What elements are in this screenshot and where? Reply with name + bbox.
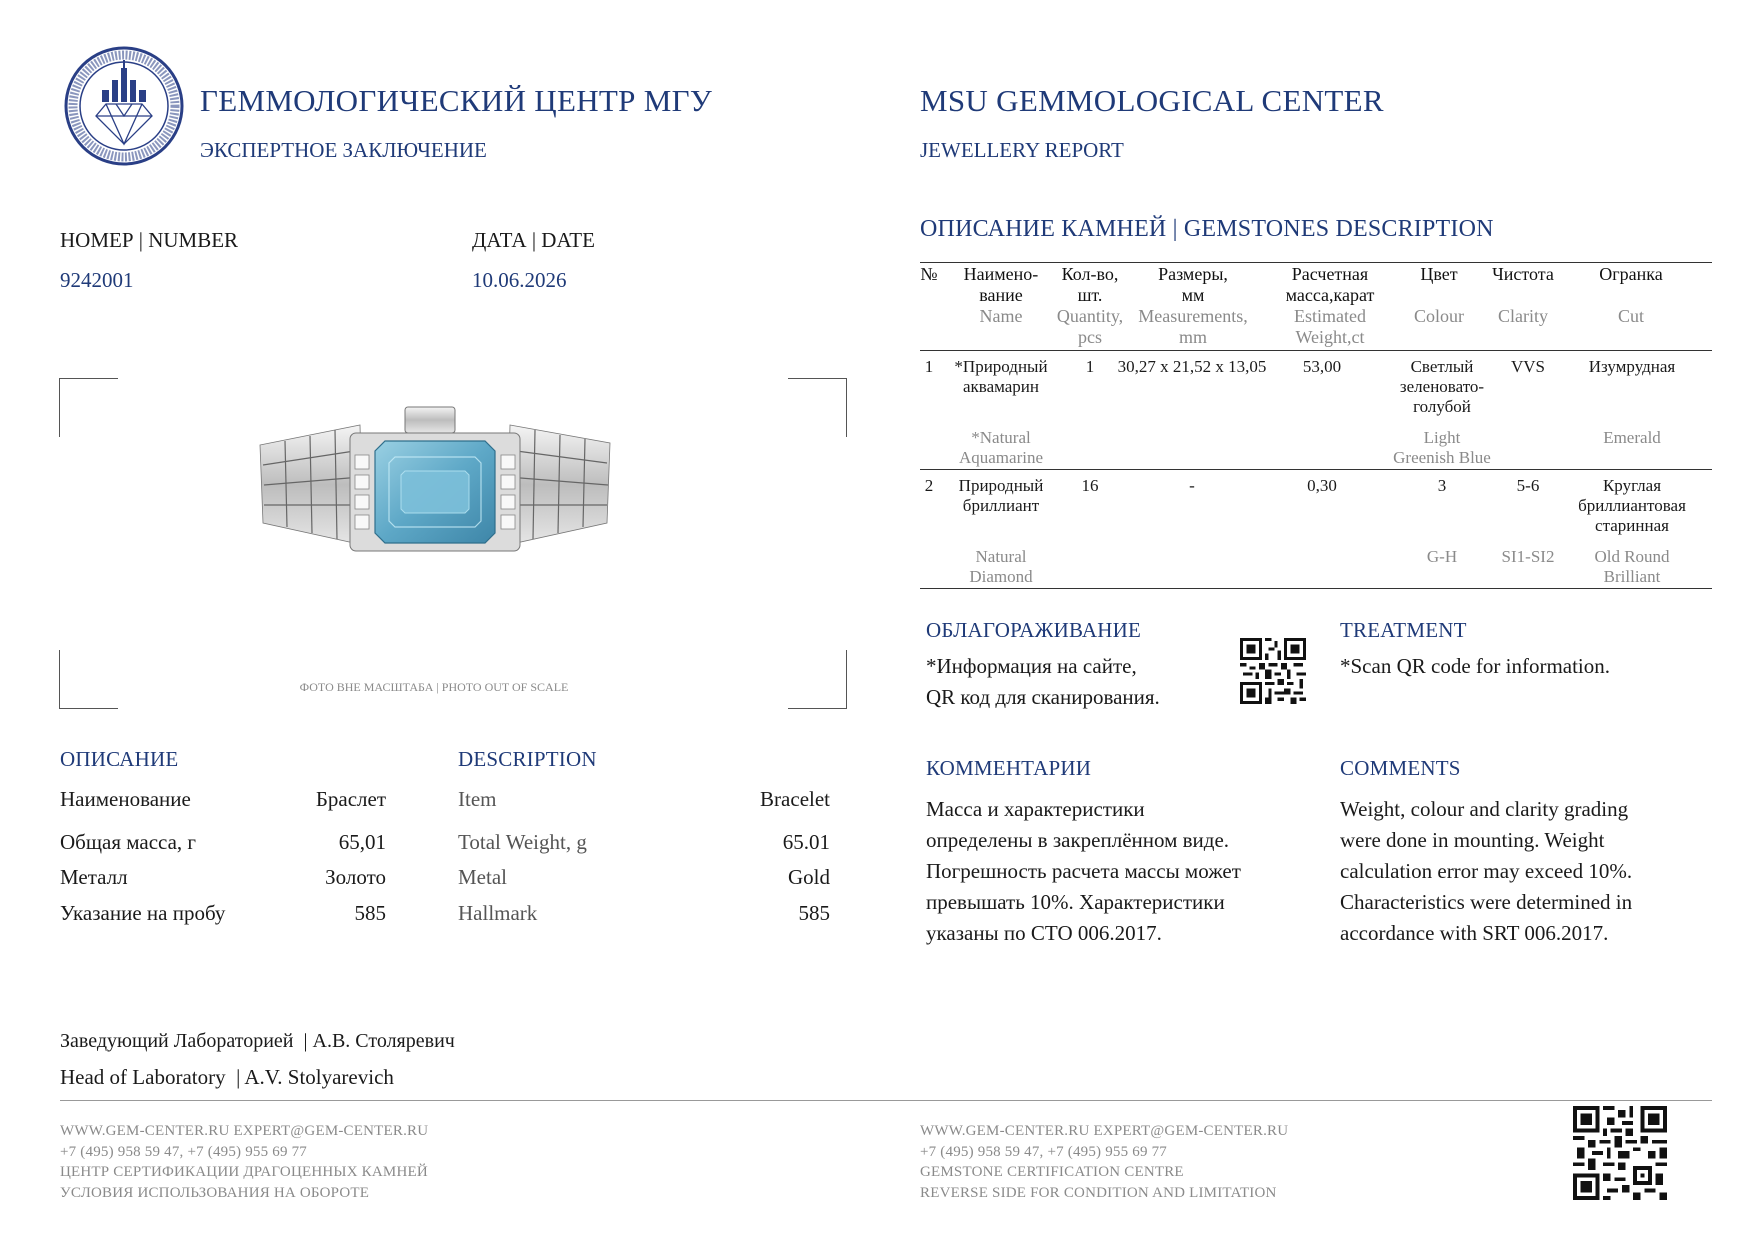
bracelet-photo — [255, 405, 615, 570]
gem-cut-ru: Круглая бриллиантовая старинная — [1578, 476, 1686, 535]
signature-en: Head of Laboratory | A.V. Stolyarevich — [60, 1065, 394, 1089]
gem-clarity-ru: VVS — [1510, 357, 1545, 376]
en-report-subtitle: JEWELLERY REPORT — [920, 138, 1124, 162]
description-ru-label: Указание на пробу — [60, 901, 226, 925]
comments-en-text — [1340, 794, 1632, 949]
description-en-heading: DESCRIPTION — [458, 747, 597, 771]
comments-en-line: were done in mounting. Weight — [1340, 828, 1605, 852]
gem-name-en: *Natural Aquamarine — [958, 428, 1044, 467]
gem-colour-en: Light Greenish Blue — [1393, 428, 1491, 467]
table-rule — [920, 262, 1712, 263]
gem-num: 1 — [924, 357, 934, 376]
footer-ru-line: УСЛОВИЯ ИСПОЛЬЗОВАНИЯ НА ОБОРОТЕ — [60, 1184, 370, 1201]
col-header-measurements: Размеры, мм Measurements, mm — [1138, 264, 1248, 347]
ru-center-title: ГЕММОЛОГИЧЕСКИЙ ЦЕНТР МГУ — [200, 83, 713, 118]
footer-ru — [60, 1121, 428, 1203]
comments-ru-line: превышать 10%. Характеристики — [926, 890, 1225, 914]
col-header-name: Наимено- вание Name — [963, 264, 1039, 326]
table-rule — [920, 469, 1712, 470]
gem-cut-en: Emerald — [1603, 428, 1661, 447]
treatment-ru-text-2: QR код для сканирования. — [926, 685, 1160, 709]
description-ru-label: Металл — [60, 865, 128, 889]
col-header-colour: Цвет Colour — [1413, 264, 1464, 326]
gem-colour-ru: 3 — [1437, 476, 1447, 495]
col-header-weight: Расчетная масса,карат Estimated Weight,ct — [1285, 264, 1375, 347]
gem-weight: 0,30 — [1307, 476, 1337, 495]
gem-measurements: 30,27 x 21,52 x 13,05 — [1117, 357, 1267, 376]
description-ru-value: 585 — [354, 901, 386, 925]
col-header-clarity: Чистота Clarity — [1492, 264, 1554, 326]
photo-caption: ФОТО ВНЕ МАСШТАБА | PHOTO OUT OF SCALE — [299, 680, 569, 694]
table-rule — [920, 350, 1712, 351]
gemstones-heading: ОПИСАНИЕ КАМНЕЙ | GEMSTONES DESCRIPTION — [920, 216, 1494, 242]
comments-ru-line: Масса и характеристики — [926, 797, 1145, 821]
description-en-label: Item — [458, 787, 497, 811]
description-en-value: Gold — [788, 865, 830, 889]
description-en-label: Hallmark — [458, 901, 538, 925]
gem-num: 2 — [924, 476, 934, 495]
comments-ru-line: определены в закреплённом виде. — [926, 828, 1230, 852]
footer-ru-line: +7 (495) 958 59 47, +7 (495) 955 69 77 — [60, 1143, 307, 1160]
description-en-label: Metal — [458, 865, 507, 889]
msu-seal-icon — [64, 46, 184, 166]
comments-en-heading: COMMENTS — [1340, 756, 1461, 780]
comments-ru-line: указаны по СТО 006.2017. — [926, 921, 1162, 945]
col-header-quantity: Кол-во, шт. Quantity, pcs — [1056, 264, 1124, 347]
comments-en-line: Weight, colour and clarity grading — [1340, 797, 1629, 821]
date-value: 10.06.2026 — [472, 268, 567, 292]
date-label: ДАТА | DATE — [472, 228, 595, 252]
treatment-ru-text-1: *Информация на сайте, — [926, 654, 1137, 678]
en-center-title: MSU GEMMOLOGICAL CENTER — [920, 83, 1384, 118]
footer-ru-line: WWW.GEM-CENTER.RU EXPERT@GEM-CENTER.RU — [60, 1123, 429, 1139]
treatment-en-heading: TREATMENT — [1340, 618, 1467, 642]
qr-code-icon[interactable] — [1240, 638, 1306, 704]
gem-name-ru: *Природный аквамарин — [954, 357, 1048, 396]
comments-en-line: calculation error may exceed 10%. — [1340, 859, 1633, 883]
gem-colour-ru: Светлый зеленовато- голубой — [1399, 357, 1485, 416]
ru-report-subtitle: ЭКСПЕРТНОЕ ЗАКЛЮЧЕНИЕ — [200, 138, 487, 162]
gem-cut-ru: Изумрудная — [1588, 357, 1676, 376]
comments-en-line: Characteristics were determined in — [1340, 890, 1633, 914]
footer-en-line: REVERSE SIDE FOR CONDITION AND LIMITATION — [920, 1184, 1277, 1201]
footer-ru-line: ЦЕНТР СЕРТИФИКАЦИИ ДРАГОЦЕННЫХ КАМНЕЙ — [60, 1164, 428, 1180]
gem-clarity-en: SI1-SI2 — [1501, 547, 1555, 566]
gem-weight: 53,00 — [1302, 357, 1342, 376]
comments-en-line: accordance with SRT 006.2017. — [1340, 921, 1609, 945]
gem-cut-en: Old Round Brilliant — [1594, 547, 1670, 586]
gem-measurements: - — [1189, 476, 1195, 495]
description-en-value: 65.01 — [782, 830, 830, 854]
description-ru-label: Наименование — [60, 787, 191, 811]
description-ru-value: Золото — [325, 865, 386, 889]
gem-name-ru: Природный бриллиант — [958, 476, 1044, 515]
footer-en-line: +7 (495) 958 59 47, +7 (495) 955 69 77 — [920, 1143, 1167, 1160]
footer-divider — [60, 1100, 1712, 1101]
signature-ru: Заведующий Лабораторией | А.В. Столяревич — [60, 1030, 455, 1052]
gem-colour-en: G-H — [1426, 547, 1458, 566]
description-en-label: Total Weight, g — [458, 830, 587, 854]
footer-en-line: GEMSTONE CERTIFICATION CENTRE — [920, 1164, 1184, 1180]
number-value: 9242001 — [60, 268, 134, 292]
footer-en-line: WWW.GEM-CENTER.RU EXPERT@GEM-CENTER.RU — [920, 1123, 1289, 1139]
gem-name-en: Natural Diamond — [969, 547, 1033, 586]
gem-clarity-ru: 5-6 — [1516, 476, 1540, 495]
description-ru-label: Общая масса, г — [60, 830, 197, 854]
description-ru-heading: ОПИСАНИЕ — [60, 747, 179, 771]
description-ru-value: 65,01 — [338, 830, 386, 854]
number-label: НОМЕР | NUMBER — [60, 228, 239, 252]
description-en-value: 585 — [798, 901, 830, 925]
footer-en — [920, 1121, 1288, 1203]
description-ru-value: Браслет — [315, 787, 386, 811]
gem-quantity: 1 — [1085, 357, 1095, 376]
comments-ru-text — [926, 794, 1241, 949]
gem-quantity: 16 — [1081, 476, 1099, 495]
treatment-en-text: *Scan QR code for information. — [1340, 654, 1611, 678]
col-header-num: № — [920, 264, 938, 284]
description-en-value: Bracelet — [760, 787, 830, 811]
comments-ru-heading: КОММЕНТАРИИ — [926, 756, 1092, 780]
footer-qr-code-icon[interactable] — [1573, 1106, 1667, 1200]
col-header-cut: Огранка Cut — [1599, 264, 1663, 326]
comments-ru-line: Погрешность расчета массы может — [926, 859, 1241, 883]
treatment-ru-heading: ОБЛАГОРАЖИВАНИЕ — [926, 618, 1142, 642]
table-rule — [920, 588, 1712, 589]
